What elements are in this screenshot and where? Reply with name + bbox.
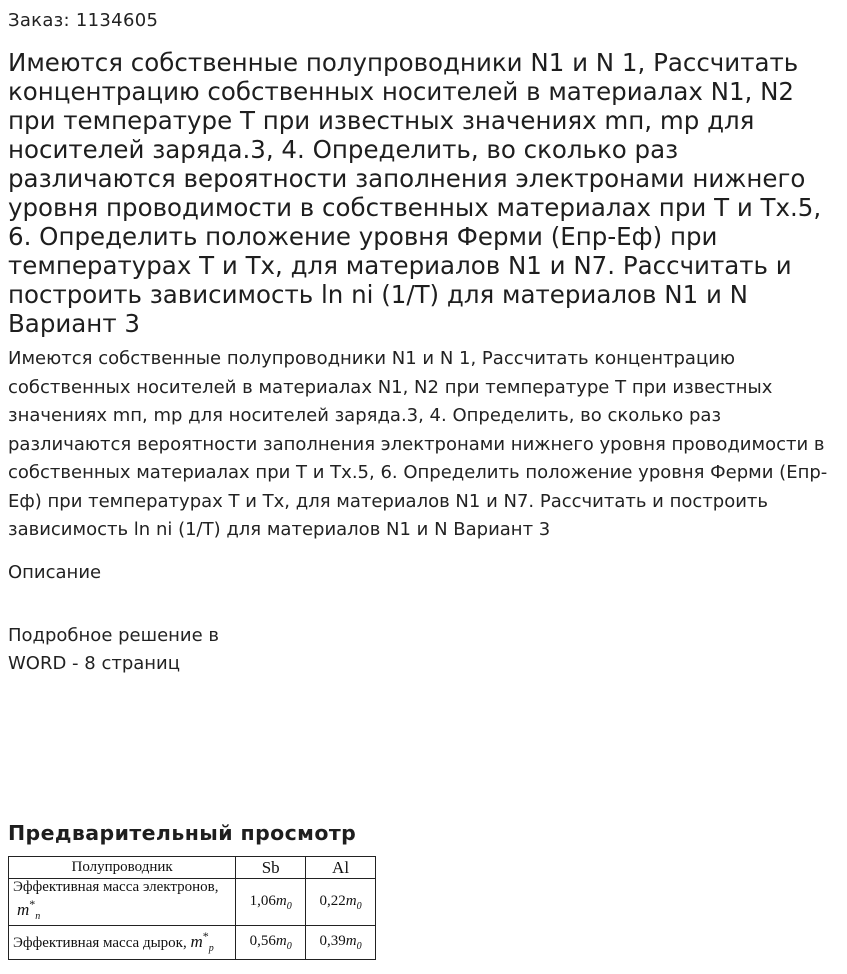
page-title: Имеются собственные полупроводники N1 и N 1, Рассчитать концентрацию собственных носителей в материалах N1, N2 при температуре T при известных значениях mп, mр для носителей заряда.3, 4. Определить, во сколько раз различаются вероятности заполнения электронами нижнего уровня проводимости в собственных материалах при T и Tx.5, 6. Определить положение уровня Ферми (Eпр-Eф) при температурах T и Tx, для материалов N1 и N7. Рассчитать и построить зависимость ln ni (1/T) для материалов N1 и N Вариант 3: [8, 48, 822, 338]
row-label-text: Эффективная масса электронов,: [13, 879, 219, 895]
description-label: Описание: [8, 562, 102, 583]
cell-unit-sub: 0: [356, 900, 362, 912]
preview-heading: Предварительный просмотр: [8, 821, 357, 845]
cell-unit-sub: 0: [286, 941, 292, 952]
symbol-superscript: *: [29, 897, 36, 911]
cell-unit: m: [275, 933, 287, 949]
order-number: Заказ: 1134605: [8, 10, 159, 31]
table-row: [9, 926, 376, 960]
cell-unit: m: [345, 933, 357, 949]
symbol-subscript: n: [35, 911, 41, 922]
task-description: Имеются собственные полупроводники N1 и N 1, Рассчитать концентрацию собственных носителей в материалах N1, N2 при температуре T при известных значениях mп, mр для носителей заряда.3, 4. Определить, во сколько раз различаются вероятности заполнения электронами нижнего уровня проводимости в собственных материалах при T и Tx.5, 6. Определить положение уровня Ферми (Eпр-Eф) при температурах T и Tx, для материалов N1 и N7. Рассчитать и построить зависимость ln ni (1/T) для материалов N1 и N Вариант 3: [8, 348, 828, 540]
table-header-cell: Полупроводник: [9, 857, 236, 879]
preview-image: [8, 856, 376, 961]
effective-mass-symbol: m: [190, 932, 203, 951]
cell-unit-sub: 0: [356, 941, 362, 952]
cell-unit: m: [345, 892, 357, 909]
cell-value: 0,22: [319, 892, 346, 909]
row-label-text: Эффективная масса дырок,: [13, 935, 187, 951]
cell-value: 0,39: [319, 933, 346, 949]
table-header-cell: Al: [306, 857, 376, 879]
table-cell: [306, 926, 376, 960]
solution-line-1: Подробное решение в: [8, 625, 220, 646]
table-row-label: [9, 926, 236, 960]
solution-line-2: WORD - 8 страниц: [8, 653, 181, 674]
table-row-label: [9, 879, 236, 926]
solution-info: [8, 622, 219, 678]
preview-table: [8, 856, 376, 960]
cell-unit: m: [275, 892, 287, 909]
table-cell: [306, 879, 376, 926]
table-header-row: [9, 857, 376, 879]
cell-value: 0,56: [249, 933, 276, 949]
table-cell: [236, 879, 306, 926]
effective-mass-symbol: m: [17, 900, 30, 919]
table-header-cell: Sb: [236, 857, 306, 879]
symbol-subscript: p: [208, 943, 214, 954]
symbol-superscript: *: [202, 929, 209, 943]
table-cell: [236, 926, 306, 960]
cell-unit-sub: 0: [286, 900, 292, 912]
table-row: [9, 879, 376, 926]
cell-value: 1,06: [249, 892, 276, 909]
